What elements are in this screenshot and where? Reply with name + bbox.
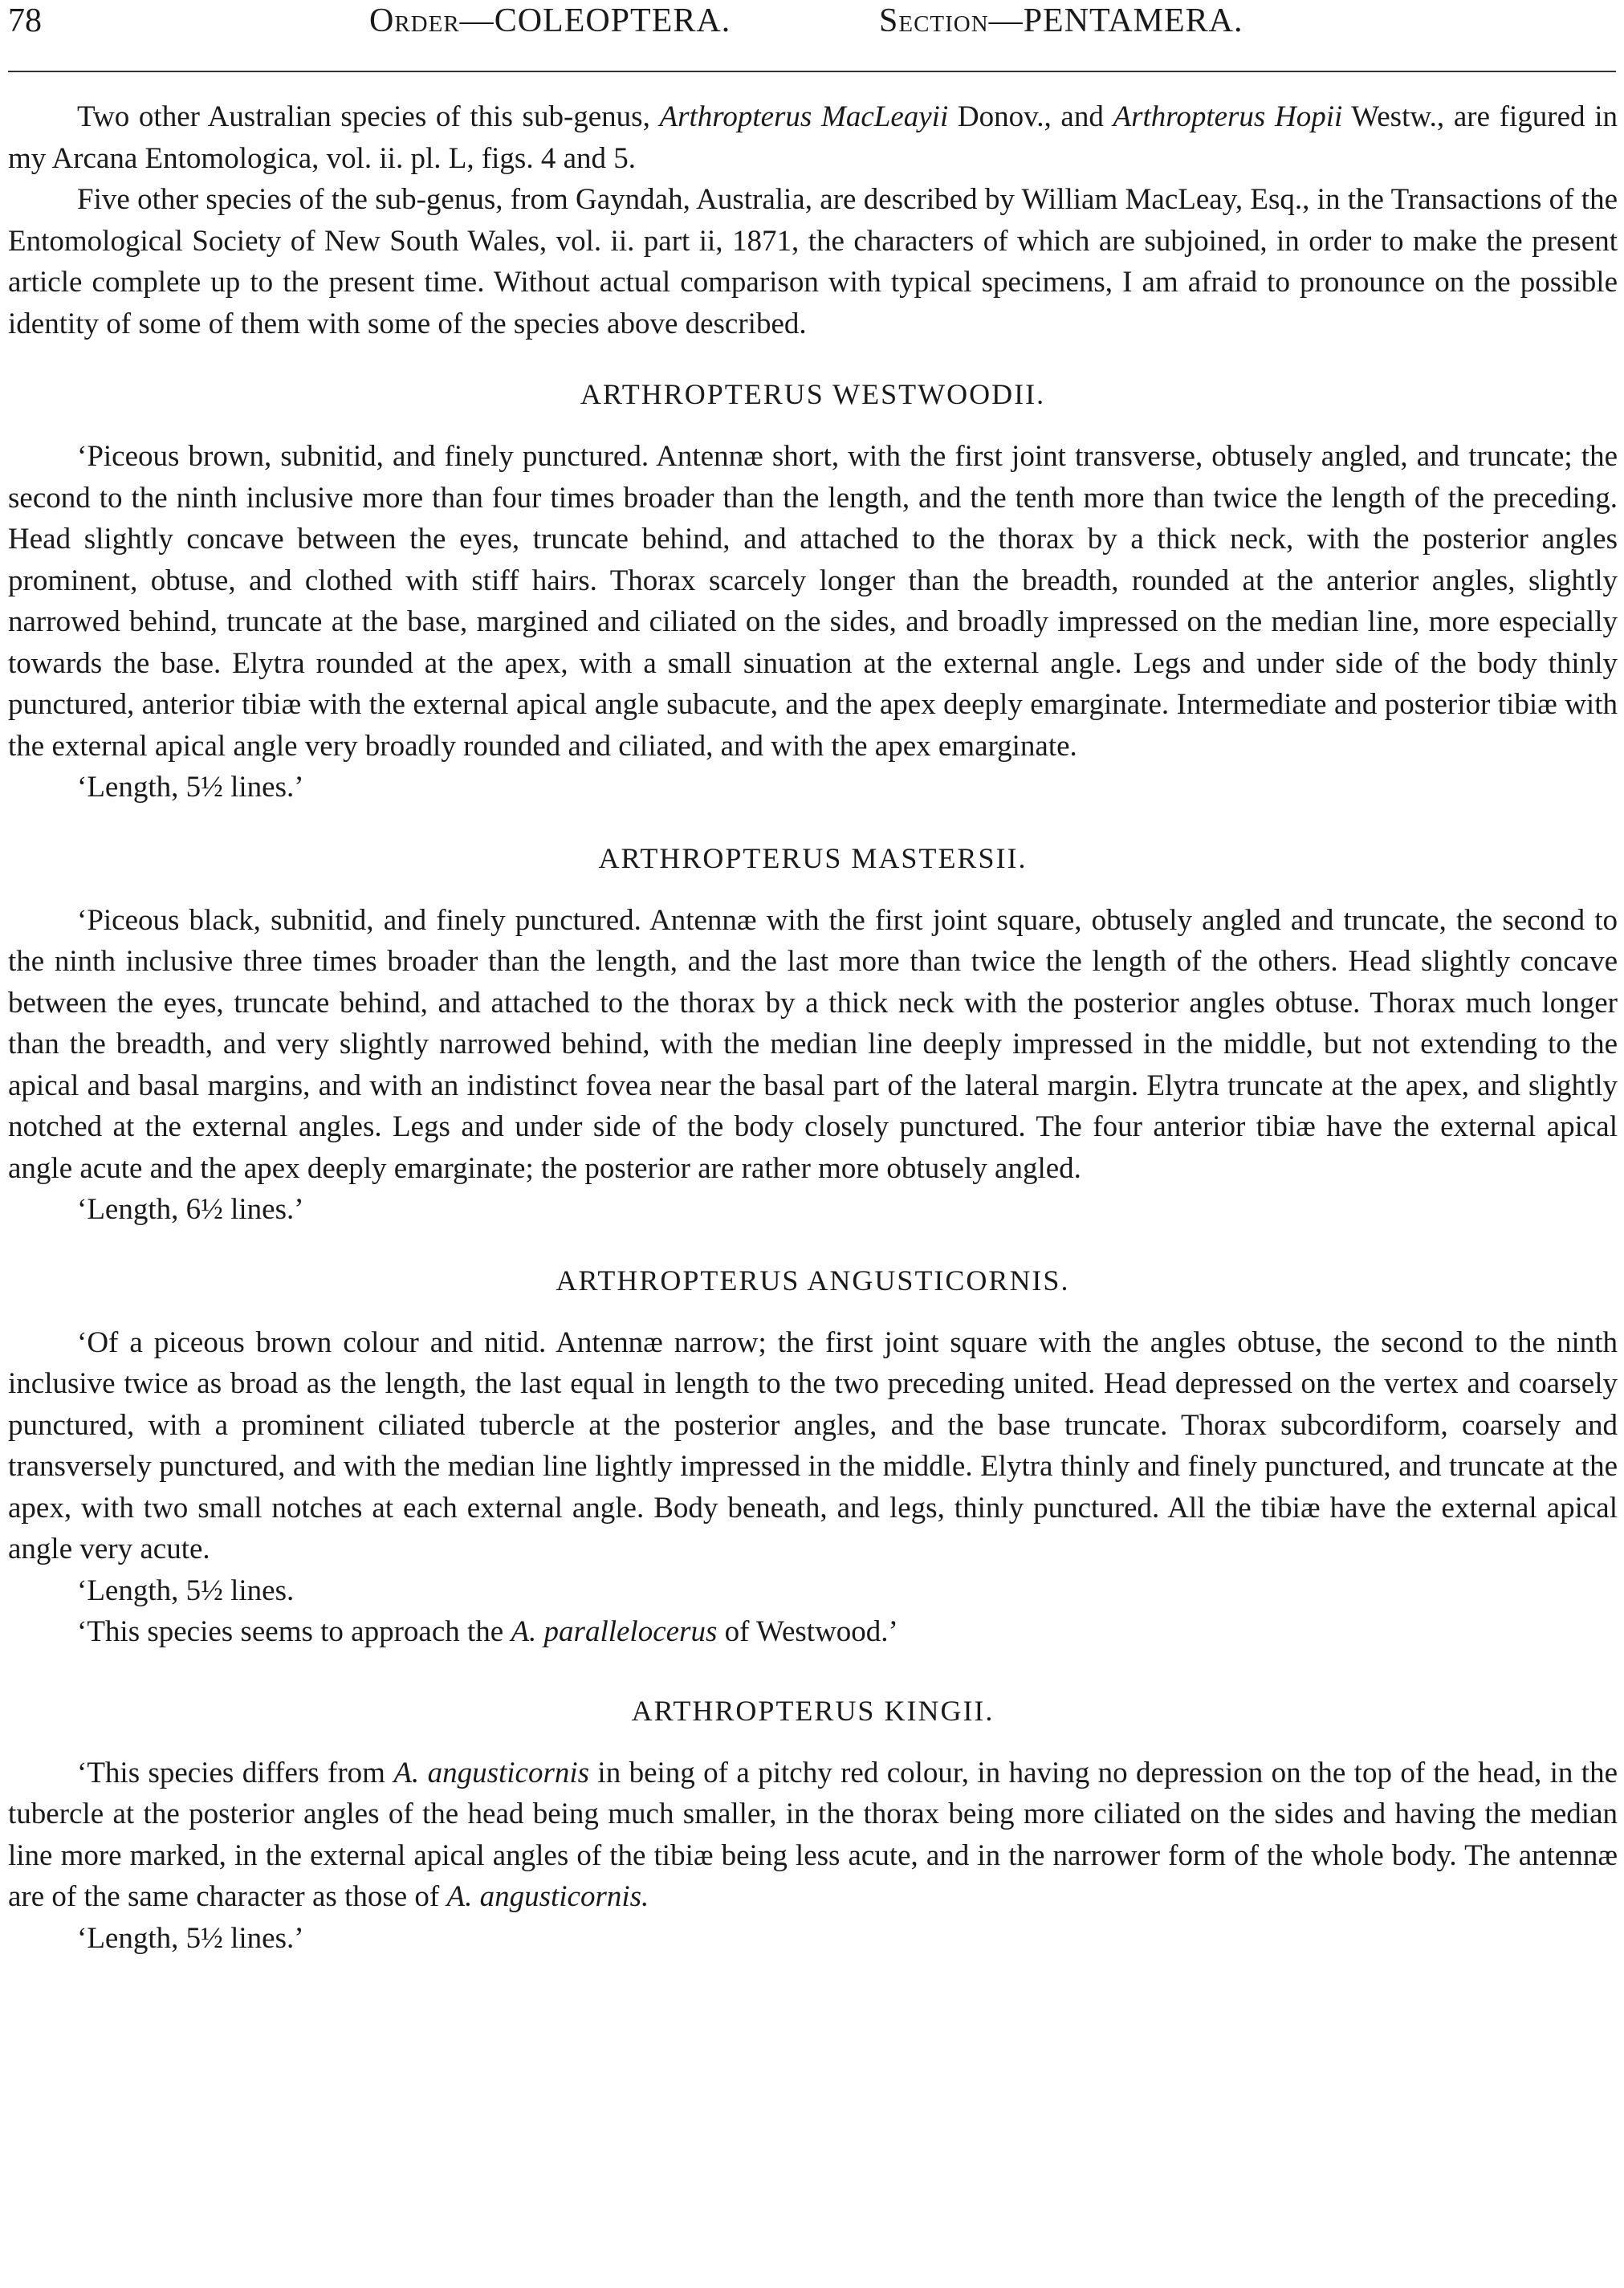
- running-title-order: [369, 0, 731, 42]
- order-prefix: Order—: [369, 2, 495, 39]
- text-run: Donov., and: [948, 100, 1113, 133]
- species-heading-angusticornis: ARTHROPTERUS ANGUSTICORNIS.: [556, 1264, 1070, 1297]
- species-length: ‘Length, 5½ lines.: [77, 1574, 295, 1607]
- species-note: [8, 1611, 1618, 1653]
- text-run: ‘This species differs from: [77, 1756, 394, 1789]
- page-number: 78: [8, 2, 42, 39]
- order-name: COLEOPTERA.: [494, 2, 731, 39]
- species-length: ‘Length, 6½ lines.’: [77, 1193, 304, 1226]
- species-heading-westwoodii: ARTHROPTERUS WESTWOODII.: [580, 378, 1046, 410]
- species-name: A. angusticornis.: [446, 1880, 649, 1913]
- species-length: ‘Length, 5½ lines.’: [77, 771, 304, 804]
- species-name: Arthropterus Hopii: [1113, 100, 1343, 133]
- section-name: PENTAMERA.: [1023, 2, 1243, 39]
- species-description: ‘Piceous brown, subnitid, and finely punctured. Antennæ short, with the first joint transverse, obtusely angled, and truncate; the second to the ninth inclusive more than four times broader than the length, and the tenth more than twice the length of the preceding. Head slightly concave between the eyes, truncate behind, and attached to the thorax by a thick neck, with the posterior angles prominent, obtuse, and clothed with stiff hairs. Thorax scarcely longer than the breadth, rounded at the anterior angles, slightly narrowed behind, truncate at the base, margined and ciliated on the sides, and broadly impressed on the median line, more especially towards the base. Elytra rounded at the apex, with a small sinuation at the external angle. Legs and under side of the body thinly punctured, anterior tibiæ with the external apical angle subacute, and the apex deeply emarginate. Intermediate and posterior tibiæ with the external apical angle very broadly rounded and ciliated, and with the apex emarginate.: [8, 440, 1618, 763]
- intro-paragraph-2: Five other species of the sub-genus, from Gayndah, Australia, are described by William MacLeay, Esq., in the Transactions of the Entomological Society of New South Wales, vol. ii. part ii, 1871, the characters of which are subjoined, in order to make the present article complete up to the present time. Without actual comparison with typical specimens, I am afraid to pronounce on the possible identity of some of them with some of the species above described.: [8, 183, 1618, 340]
- species-name: A. parallelocerus: [511, 1615, 718, 1648]
- species-name: Arthropterus MacLeayii: [659, 100, 949, 133]
- text-run: Two other Australian species of this sub-genus,: [77, 100, 660, 133]
- species-description: ‘Of a piceous brown colour and nitid. Antennæ narrow; the first joint square with the angles obtuse, the second to the ninth inclusive twice as broad as the length, the last equal in length to the two preceding united. Head depressed on the vertex and coarsely punctured, with a prominent ciliated tubercle at the posterior angles, and the base truncate. Thorax subcordiform, coarsely and transversely punctured, and with the median line lightly impressed in the middle. Elytra thinly and finely punctured, and truncate at the apex, with two small notches at each external angle. Body beneath, and legs, thinly punctured. All the tibiæ have the external apical angle very acute.: [8, 1325, 1618, 1565]
- species-heading-kingii: ARTHROPTERUS KINGII.: [631, 1694, 995, 1727]
- running-title-section: [879, 0, 1243, 42]
- header-rule: [8, 71, 1616, 72]
- species-name: A. angusticornis: [393, 1756, 590, 1789]
- page-body: [8, 96, 1618, 1959]
- text-run: of Westwood.’: [717, 1615, 898, 1648]
- intro-paragraph-1: [8, 96, 1618, 179]
- species-description: [8, 1753, 1618, 1918]
- text-run: Westw., are figured in my Arcana Entomologica, vol. ii. pl. L, figs. 4 and 5.: [8, 100, 1618, 175]
- text-run: ‘This species seems to approach the: [77, 1615, 511, 1648]
- running-header: [8, 0, 1616, 56]
- section-prefix: Section—: [879, 2, 1024, 39]
- text-run: in being of a pitchy red colour, in having no depression on the top of the head, in the tubercle at the posterior angles of the head being much smaller, in the thorax being more ciliated on the sides and having the median line more marked, in the external apical angles of the tibiæ being less acute, and in the narrower form of the whole body. The antennæ are of the same character as those of: [8, 1756, 1618, 1913]
- species-description: ‘Piceous black, subnitid, and finely punctured. Antennæ with the first joint square, obtusely angled and truncate, the second to the ninth inclusive three times broader than the length, and the last more than twice the length of the others. Head slightly concave between the eyes, truncate behind, and attached to the thorax by a thick neck with the posterior angles obtuse. Thorax much longer than the breadth, and very slightly narrowed behind, with the median line deeply impressed in the middle, but not extending to the apical and basal margins, and with an indistinct fovea near the basal part of the lateral margin. Elytra truncate at the apex, and slightly notched at the external angles. Legs and under side of the body closely punctured. The four anterior tibiæ have the external apical angle acute and the apex deeply emarginate; the posterior are rather more obtusely angled.: [8, 903, 1618, 1185]
- spacer: [8, 1653, 1618, 1661]
- species-length: ‘Length, 5½ lines.’: [77, 1921, 304, 1955]
- species-heading-mastersii: ARTHROPTERUS MASTERSII.: [598, 841, 1028, 874]
